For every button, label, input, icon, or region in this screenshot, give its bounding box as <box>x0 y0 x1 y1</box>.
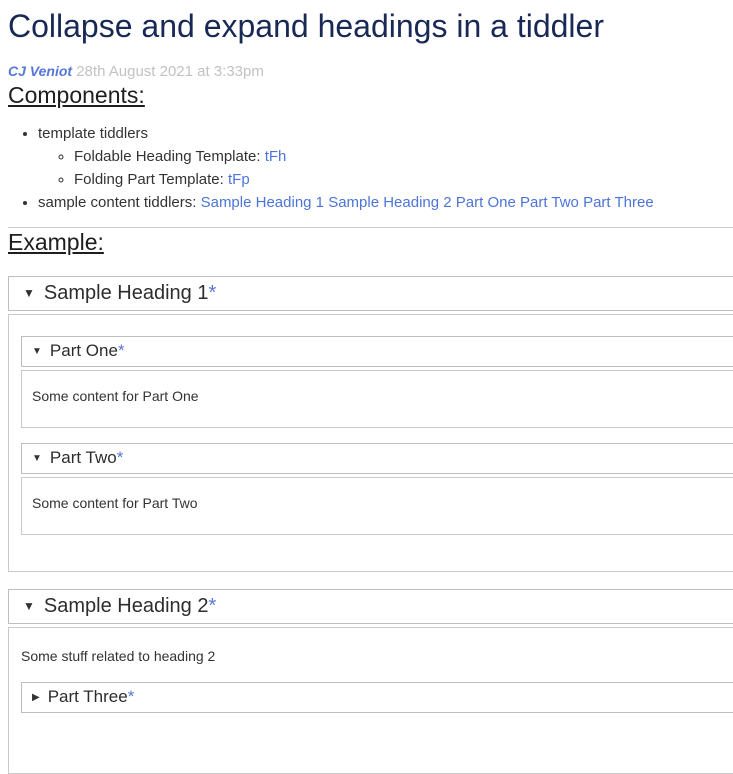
part-two-content: Some content for Part Two <box>21 477 733 535</box>
list-item-foldable-heading <box>74 148 733 165</box>
fold-body-sample-heading-2 <box>8 627 733 774</box>
page-title: Collapse and expand headings in a tiddler <box>8 8 604 44</box>
collapse-triangle-icon: ▼ <box>32 453 42 464</box>
fold-part-two <box>21 443 733 535</box>
fold-part-one <box>21 336 733 428</box>
sample-heading-2-link[interactable]: Sample Heading 2 <box>328 194 452 211</box>
fold-header-sample-heading-2[interactable] <box>8 589 733 624</box>
list-item-sample-content <box>38 194 733 211</box>
fold-body-sample-heading-1 <box>8 314 733 572</box>
section-heading-example: Example: <box>8 229 104 255</box>
collapse-triangle-icon: ▼ <box>23 599 35 613</box>
fold-sample-heading-2 <box>8 589 733 774</box>
sample-content-label: sample content tiddlers: <box>38 194 201 211</box>
fold-header-sample-heading-1[interactable] <box>8 276 733 311</box>
part-two-link[interactable]: Part Two <box>519 194 579 211</box>
fold-title: Sample Heading 2 <box>43 595 209 617</box>
expand-triangle-icon: ▶ <box>32 692 40 703</box>
star-link[interactable]: * <box>127 687 135 706</box>
collapse-triangle-icon: ▼ <box>32 346 42 357</box>
sample-heading-1-link[interactable]: Sample Heading 1 <box>200 194 325 211</box>
fold-header-part-two[interactable] <box>21 443 733 474</box>
tiddler-subtitle <box>8 62 733 81</box>
list-item-label: template tiddlers <box>38 125 149 142</box>
fold-part-three <box>21 682 733 713</box>
heading-2-intro-text: Some stuff related to heading 2 <box>21 648 216 664</box>
star-link[interactable]: * <box>117 341 125 360</box>
star-link[interactable]: * <box>116 448 124 467</box>
part-one-link[interactable]: Part One <box>455 194 516 211</box>
star-link[interactable]: * <box>208 282 217 304</box>
section-heading-components: Components: <box>8 82 145 108</box>
components-list <box>8 125 733 211</box>
author-link[interactable]: CJ Veniot <box>8 63 73 79</box>
collapse-triangle-icon: ▼ <box>23 286 35 300</box>
folding-part-label: Folding Part Template: <box>74 171 228 188</box>
tfp-link[interactable]: tFp <box>227 171 250 188</box>
list-item-template-tiddlers <box>38 125 733 188</box>
tfh-link[interactable]: tFh <box>264 148 287 165</box>
fold-header-part-one[interactable] <box>21 336 733 367</box>
template-sublist <box>38 148 733 188</box>
fold-title: Part Two <box>49 448 117 467</box>
star-link[interactable]: * <box>208 595 217 617</box>
fold-header-part-three[interactable] <box>21 682 733 713</box>
timestamp: 28th August 2021 at 3:33pm <box>76 63 264 80</box>
tiddler-page <box>0 6 733 774</box>
fold-title: Part Three <box>47 687 128 706</box>
fold-sample-heading-1 <box>8 276 733 572</box>
foldable-heading-label: Foldable Heading Template: <box>74 148 265 165</box>
fold-title: Sample Heading 1 <box>43 282 209 304</box>
list-item-folding-part <box>74 171 733 188</box>
fold-title: Part One <box>49 341 118 360</box>
part-one-content: Some content for Part One <box>21 370 733 428</box>
part-three-link[interactable]: Part Three <box>583 194 654 211</box>
